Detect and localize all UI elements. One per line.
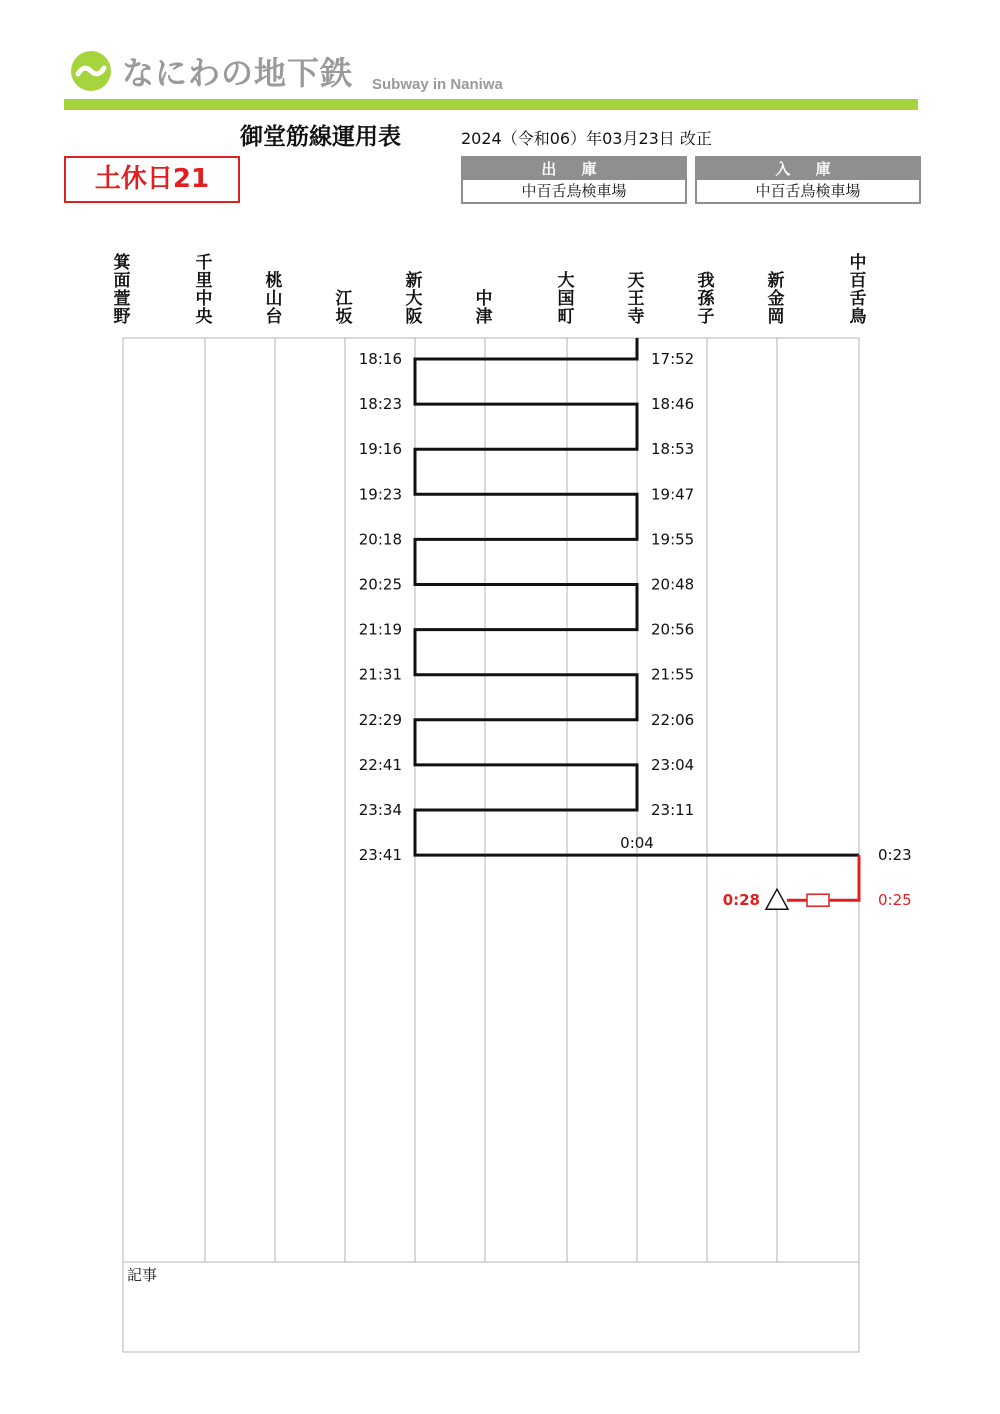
station-header: 千 里 中 央 [195, 253, 213, 327]
right-time-label: 23:04 [651, 755, 695, 774]
station-header: 新 大 阪 [405, 271, 423, 327]
left-time-label: 19:23 [358, 485, 402, 504]
left-time-label: 18:23 [358, 395, 402, 414]
depot-in-time-label: 0:25 [878, 891, 912, 910]
pass-time-label: 0:04 [620, 834, 654, 853]
revision-date: 2024（令和06）年03月23日 改正 [461, 129, 712, 148]
station-header: 大 国 町 [557, 271, 575, 327]
left-time-label: 20:25 [358, 575, 402, 594]
brand-name: なにわの地下鉄 [122, 54, 354, 92]
station-header: 新 金 岡 [767, 271, 785, 327]
right-time-label: 23:11 [651, 801, 695, 819]
document-title: 御堂筋線運用表 [240, 124, 401, 150]
right-time-label: 17:52 [651, 350, 695, 368]
station-header: 中 百 舌 鳥 [849, 253, 867, 327]
station-header: 天 王 寺 [627, 271, 645, 327]
station-header: 中 津 [475, 289, 493, 327]
right-time-label: 19:55 [651, 530, 695, 549]
grid-frame [123, 338, 859, 1352]
operation-route [415, 338, 859, 855]
left-time-label: 23:34 [358, 801, 402, 819]
depot-out-label: 出 庫 [463, 158, 685, 180]
right-time-label: 18:46 [651, 395, 695, 414]
station-header: 箕 面 萱 野 [113, 253, 131, 327]
depot-in-value: 中百舌鳥検車場 [755, 182, 861, 200]
right-time-label: 22:06 [651, 710, 695, 729]
right-time-label: 19:47 [651, 485, 695, 504]
final-time-label: 0:28 [722, 891, 760, 910]
station-header: 我 孫 子 [697, 271, 715, 327]
arrival-time-label: 0:23 [878, 846, 912, 865]
day-type-badge: 土休日21 [64, 156, 240, 203]
depot-in-route [787, 855, 859, 900]
left-time-label: 20:18 [358, 530, 402, 549]
left-time-label: 22:29 [358, 710, 402, 729]
left-time-label: 21:31 [358, 665, 402, 684]
depot-symbol-icon [807, 894, 829, 906]
right-time-label: 21:55 [651, 665, 695, 684]
right-time-label: 18:53 [651, 440, 695, 459]
left-time-label: 19:16 [358, 440, 402, 459]
station-header: 桃 山 台 [265, 271, 283, 327]
depot-in-label: 入 庫 [697, 158, 919, 180]
station-header: 江 坂 [335, 289, 353, 327]
memo-label: 記事 [127, 1266, 158, 1284]
depot-out-value: 中百舌鳥検車場 [521, 182, 627, 200]
right-time-label: 20:56 [651, 620, 695, 639]
left-time-label: 23:41 [358, 846, 402, 865]
left-time-label: 21:19 [358, 620, 402, 639]
right-time-label: 20:48 [651, 575, 695, 594]
triangle-marker-icon [766, 889, 788, 909]
left-time-label: 22:41 [358, 755, 402, 774]
left-time-label: 18:16 [358, 350, 402, 368]
brand-subtitle: Subway in Naniwa [372, 76, 503, 93]
